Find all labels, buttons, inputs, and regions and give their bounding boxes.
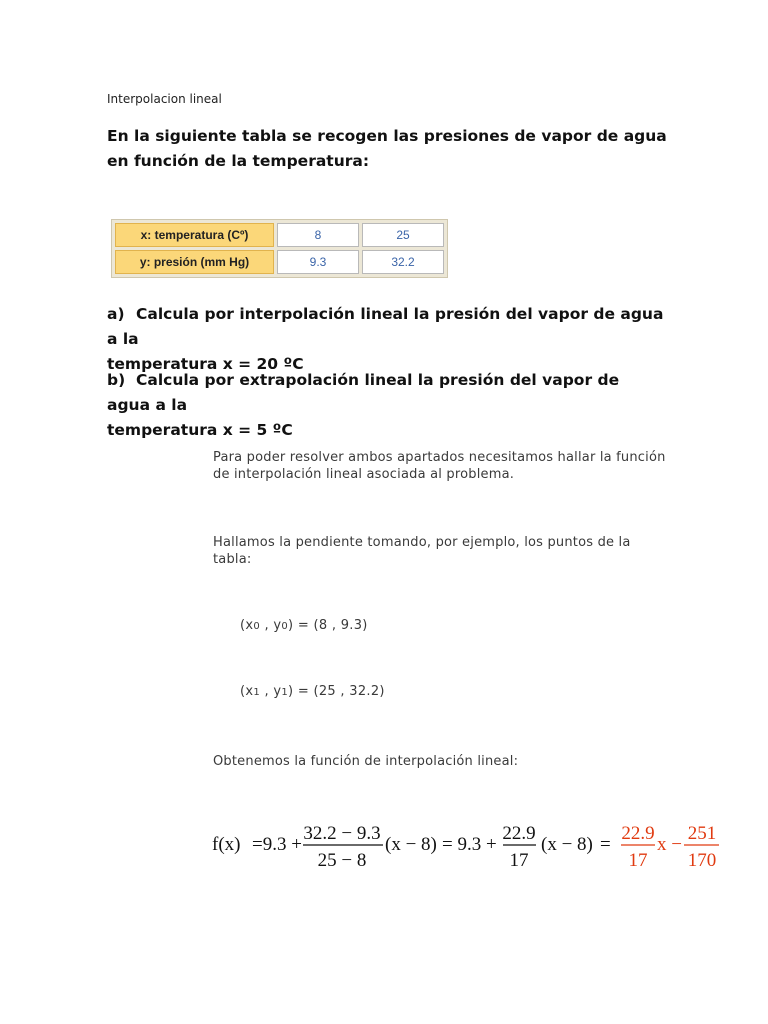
formula-paren-2: (x − 8) xyxy=(541,834,593,855)
table-row xyxy=(115,250,444,274)
fraction-2-denominator: 17 xyxy=(509,850,529,871)
table-cell: 8 xyxy=(277,223,359,247)
paragraph-function: Obtenemos la función de interpolación lineal: xyxy=(213,754,519,769)
row-header-temperature: x: temperatura (Cº) xyxy=(115,223,274,247)
fraction-2-numerator: 22.9 xyxy=(502,823,536,844)
fraction-4-numerator: 251 xyxy=(687,823,717,844)
vapor-pressure-table xyxy=(111,219,448,278)
question-b xyxy=(107,368,667,443)
question-text-continued: temperatura x = 5 ºC xyxy=(107,421,293,439)
question-text-continued: temperatura x = 20 ºC xyxy=(107,355,304,373)
table-cell: 32.2 xyxy=(362,250,444,274)
formula-equals-2: = 9.3 + xyxy=(442,834,497,855)
question-label: a) xyxy=(107,305,125,323)
fraction-3-numerator: 22.9 xyxy=(621,823,655,844)
point-0: (x0 , y0) = (8 , 9.3) xyxy=(240,618,368,633)
formula-paren-1: (x − 8) xyxy=(385,834,437,855)
formula-svg xyxy=(210,812,750,882)
formula-equals-1: =9.3 + xyxy=(252,834,302,855)
fraction-3-denominator: 17 xyxy=(628,850,648,871)
question-label: b) xyxy=(107,371,126,389)
fraction-4-denominator: 170 xyxy=(687,850,717,871)
fraction-1-denominator: 25 − 8 xyxy=(317,850,367,871)
document-title: Interpolacion lineal xyxy=(107,92,222,106)
table-row xyxy=(115,223,444,247)
question-a xyxy=(107,302,667,377)
fraction-1-numerator: 32.2 − 9.3 xyxy=(303,823,381,844)
question-text: Calcula por extrapolación lineal la presión del vapor de agua a la xyxy=(107,371,620,414)
formula-lhs: f(x) xyxy=(212,834,241,855)
point-1: (x1 , y1) = (25 , 32.2) xyxy=(240,684,385,699)
formula-variable: x − xyxy=(657,834,682,855)
table-cell: 9.3 xyxy=(277,250,359,274)
paragraph-intro-solution: Para poder resolver ambos apartados necesitamos hallar la función de interpolación lineal asociada al problema. xyxy=(213,450,666,482)
table-cell: 25 xyxy=(362,223,444,247)
paragraph-slope: Hallamos la pendiente tomando, por ejemplo, los puntos de la tabla: xyxy=(213,535,631,567)
interpolation-formula xyxy=(210,812,750,882)
formula-equals-3: = xyxy=(600,834,611,855)
intro-text: En la siguiente tabla se recogen las presiones de vapor de agua en función de la temperatura: xyxy=(107,127,667,170)
row-header-pressure: y: presión (mm Hg) xyxy=(115,250,274,274)
question-text: Calcula por interpolación lineal la presión del vapor de agua a la xyxy=(107,305,664,348)
